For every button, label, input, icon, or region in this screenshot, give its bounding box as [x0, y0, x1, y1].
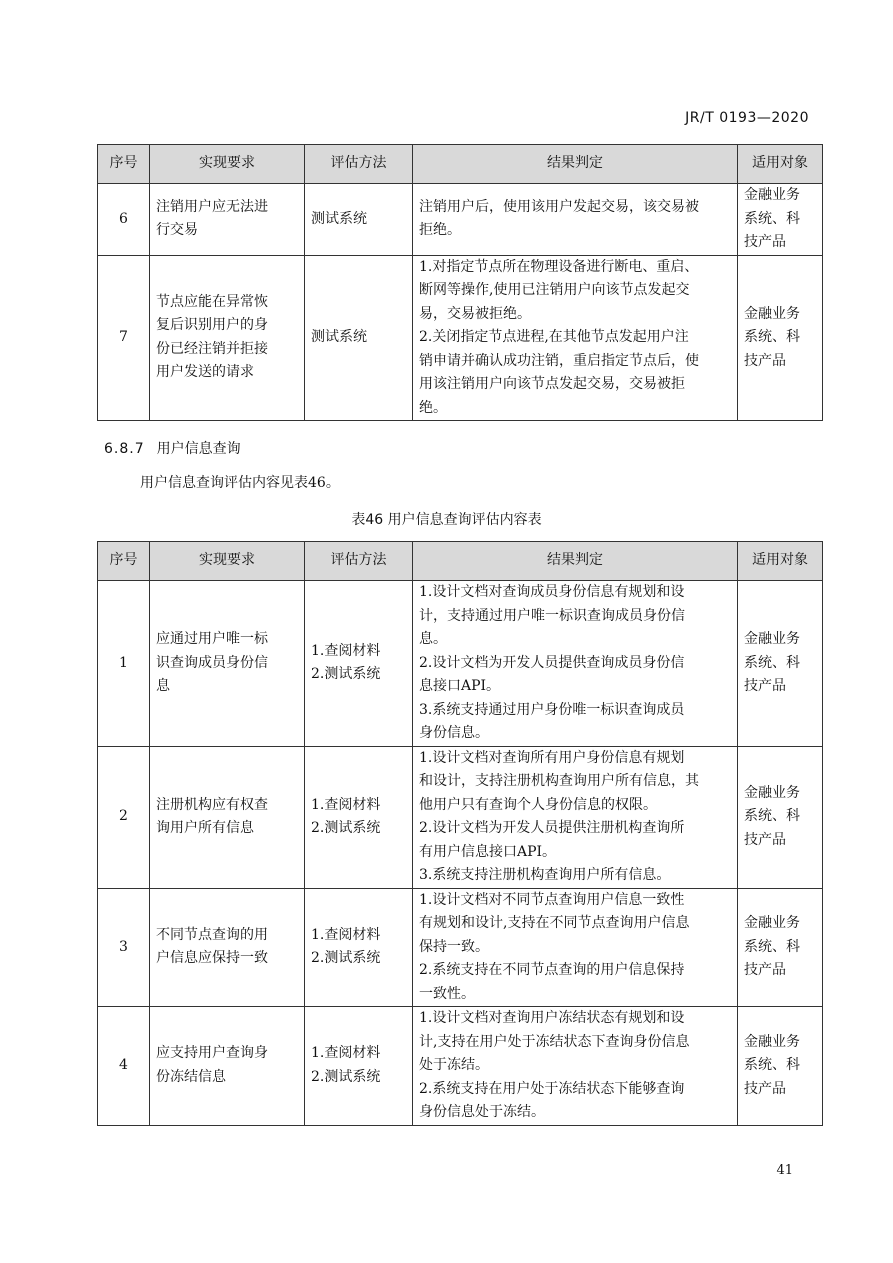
result-line: 有规划和设计,支持在不同节点查询用户信息 — [419, 915, 690, 931]
target-line: 金融业务 — [744, 1033, 800, 1050]
target-line: 金融业务 — [744, 305, 800, 322]
requirement-line: 询用户所有信息 — [156, 820, 254, 836]
requirement-line: 应通过用户唯一标 — [156, 631, 268, 647]
target-cell — [738, 888, 823, 1007]
method-cell — [305, 255, 413, 421]
method-line: 1.查阅材料 — [311, 642, 381, 659]
method-header: 评估方法 — [305, 542, 413, 581]
user-info-query-table — [97, 541, 823, 1126]
result-line: 1.设计文档对查询成员身份信息有规划和设 — [419, 584, 685, 600]
result-line: 身份信息。 — [419, 725, 489, 741]
target-line: 金融业务 — [744, 631, 800, 647]
requirement-line: 份已经注销并拒接 — [156, 340, 268, 357]
target-line: 金融业务 — [744, 915, 800, 931]
target-line: 技产品 — [744, 831, 786, 848]
result-line: 计，支持通过用户唯一标识查询成员身份信 — [419, 607, 685, 624]
requirement-line: 节点应能在异常恢 — [156, 293, 268, 310]
target-cell — [738, 255, 823, 421]
table-header-row — [98, 145, 823, 184]
result-line: 息。 — [419, 631, 447, 647]
result-line: 绝。 — [419, 399, 447, 416]
result-line: 1.设计文档对不同节点查询用户信息一致性 — [419, 891, 685, 908]
result-line: 2.系统支持在用户处于冻结状态下能够查询 — [419, 1080, 685, 1097]
target-cell — [738, 184, 823, 256]
requirement-cell — [150, 581, 305, 747]
requirement-cell — [150, 184, 305, 256]
result-line: 他用户只有查询个人身份信息的权限。 — [419, 796, 657, 813]
target-cell — [738, 581, 823, 747]
requirement-line: 份冻结信息 — [156, 1068, 226, 1085]
result-line: 1.设计文档对查询所有用户身份信息有规划 — [419, 749, 685, 766]
table-row — [98, 581, 823, 747]
table-caption: 表46 用户信息查询评估内容表 — [351, 512, 542, 528]
result-cell — [413, 746, 738, 888]
result-line: 销申请并确认成功注销，重启指定节点后，使 — [419, 352, 699, 369]
table-body — [98, 581, 823, 1126]
method-cell — [305, 746, 413, 888]
requirement-line: 识查询成员身份信 — [156, 654, 268, 671]
target-header: 适用对象 — [738, 542, 823, 581]
target-line: 系统、科 — [744, 210, 800, 227]
row-number: 7 — [98, 255, 150, 421]
method-line: 2.测试系统 — [311, 820, 381, 836]
requirement-line: 户信息应保持一致 — [156, 950, 268, 967]
row-number: 6 — [98, 184, 150, 256]
target-cell — [738, 1007, 823, 1126]
target-line: 技产品 — [744, 678, 786, 694]
result-line: 注销用户后，使用该用户发起交易，该交易被 — [419, 198, 699, 215]
target-line: 技产品 — [744, 962, 786, 978]
target-header: 适用对象 — [738, 145, 823, 184]
method-cell — [305, 581, 413, 747]
no-header: 序号 — [98, 145, 150, 184]
method-cell — [305, 184, 413, 256]
result-line: 1.设计文档对查询用户冻结状态有规划和设 — [419, 1010, 685, 1026]
requirement-cell — [150, 1007, 305, 1126]
table-body — [98, 184, 823, 421]
requirement-header: 实现要求 — [150, 542, 305, 581]
page-number: 41 — [776, 1163, 793, 1178]
requirement-line: 注册机构应有权查 — [156, 796, 268, 813]
target-line: 系统、科 — [744, 329, 800, 345]
method-cell — [305, 1007, 413, 1126]
table-row — [98, 746, 823, 888]
result-line: 计,支持在用户处于冻结状态下查询身份信息 — [419, 1033, 690, 1050]
target-line: 金融业务 — [744, 187, 800, 203]
table-row — [98, 1007, 823, 1126]
method-cell — [305, 888, 413, 1007]
result-line: 用该注销用户向该节点发起交易，交易被拒 — [419, 376, 685, 392]
method-line: 1.查阅材料 — [311, 926, 381, 943]
result-line: 2.设计文档为开发人员提供注册机构查询所 — [419, 820, 685, 836]
row-number: 1 — [98, 581, 150, 747]
requirement-line: 息 — [156, 678, 170, 694]
method-header: 评估方法 — [305, 145, 413, 184]
target-line: 技产品 — [744, 234, 786, 250]
target-line: 系统、科 — [744, 808, 800, 825]
method-line: 2.测试系统 — [311, 666, 381, 683]
method-line: 2.测试系统 — [311, 950, 381, 967]
result-line: 息接口API。 — [419, 678, 501, 694]
target-line: 技产品 — [744, 1080, 786, 1097]
result-line: 1.对指定节点所在物理设备进行断电、重启、 — [419, 258, 699, 275]
no-header: 序号 — [98, 542, 150, 581]
table-header-row — [98, 542, 823, 581]
section-title: 用户信息查询 — [156, 441, 241, 457]
result-cell — [413, 184, 738, 256]
result-line: 2.系统支持在不同节点查询的用户信息保持 — [419, 962, 685, 978]
row-number: 2 — [98, 746, 150, 888]
result-cell — [413, 255, 738, 421]
result-cell — [413, 1007, 738, 1126]
result-line: 易，交易被拒绝。 — [419, 305, 531, 322]
target-line: 系统、科 — [744, 938, 800, 955]
result-line: 2.关闭指定节点进程,在其他节点发起用户注 — [419, 329, 689, 345]
row-number: 3 — [98, 888, 150, 1007]
requirement-cell — [150, 888, 305, 1007]
target-line: 系统、科 — [744, 1057, 800, 1073]
intro-paragraph: 用户信息查询评估内容见表46。 — [140, 475, 340, 491]
document-code: JR/T 0193—2020 — [685, 110, 809, 126]
target-line: 系统、科 — [744, 654, 800, 671]
target-line: 金融业务 — [744, 784, 800, 801]
section-heading — [104, 438, 241, 458]
row-number: 4 — [98, 1007, 150, 1126]
requirement-header: 实现要求 — [150, 145, 305, 184]
requirement-line: 行交易 — [156, 222, 198, 239]
requirements-table-continued — [97, 144, 823, 421]
result-line: 断网等操作,使用已注销用户向该节点发起交 — [419, 282, 690, 298]
result-header: 结果判定 — [413, 145, 738, 184]
method-line: 1.查阅材料 — [311, 796, 381, 813]
requirement-line: 注销用户应无法进 — [156, 198, 268, 215]
requirement-cell — [150, 255, 305, 421]
result-line: 2.设计文档为开发人员提供查询成员身份信 — [419, 654, 685, 671]
result-header: 结果判定 — [413, 542, 738, 581]
result-line: 一致性。 — [419, 985, 475, 1002]
requirement-line: 不同节点查询的用 — [156, 926, 268, 943]
requirement-line: 用户发送的请求 — [156, 364, 254, 381]
requirement-line: 应支持用户查询身 — [156, 1045, 268, 1062]
requirement-line: 复后识别用户的身 — [156, 317, 268, 334]
result-line: 和设计，支持注册机构查询用户所有信息，其 — [419, 773, 699, 789]
result-cell — [413, 581, 738, 747]
table-row — [98, 184, 823, 256]
target-cell — [738, 746, 823, 888]
method-line: 2.测试系统 — [311, 1068, 381, 1085]
target-line: 技产品 — [744, 352, 786, 369]
result-line: 有用户信息接口API。 — [419, 843, 557, 860]
result-cell — [413, 888, 738, 1007]
result-line: 3.系统支持通过用户身份唯一标识查询成员 — [419, 701, 685, 718]
result-line: 拒绝。 — [419, 222, 461, 239]
requirement-cell — [150, 746, 305, 888]
result-line: 3.系统支持注册机构查询用户所有信息。 — [419, 867, 671, 883]
method-line: 1.查阅材料 — [311, 1045, 381, 1062]
result-line: 处于冻结。 — [419, 1057, 489, 1073]
result-line: 身份信息处于冻结。 — [419, 1104, 545, 1120]
table-row — [98, 888, 823, 1007]
section-number: 6.8.7 — [104, 441, 145, 457]
method-line: 测试系统 — [311, 329, 367, 345]
result-line: 保持一致。 — [419, 938, 489, 955]
table-row — [98, 255, 823, 421]
method-line: 测试系统 — [311, 210, 367, 227]
